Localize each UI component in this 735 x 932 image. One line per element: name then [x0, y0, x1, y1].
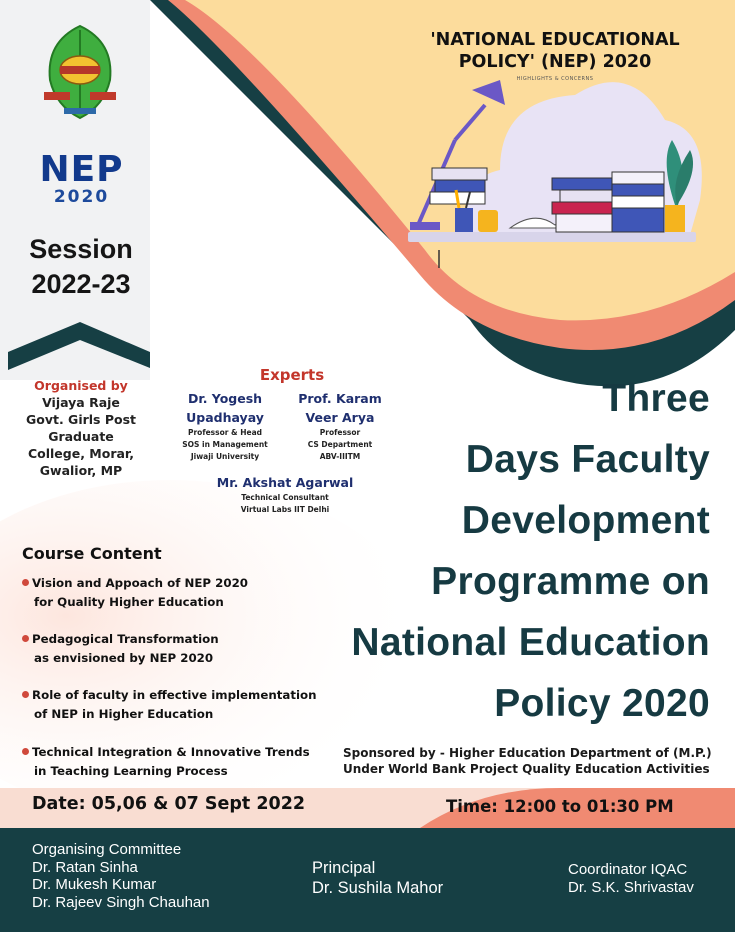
expert-2-name-line-2: Veer Arya: [305, 410, 375, 425]
session-block: [20, 232, 142, 302]
course-item-1: [22, 574, 342, 612]
nep-logo-year: 2020: [53, 187, 110, 207]
course-item-1-line-1: Vision and Appoach of NEP 2020: [32, 576, 248, 590]
nep-title-line-2: POLICY' (NEP) 2020: [458, 52, 652, 72]
programme-title-line-6: Policy 2020: [494, 682, 710, 725]
sponsor-block: [343, 745, 715, 777]
organiser-line-2: Govt. Girls Post: [25, 412, 137, 427]
course-item-3: [22, 686, 342, 724]
organiser-block: [12, 377, 150, 479]
chevron-shape: [8, 322, 150, 370]
coordinator-name: Dr. S.K. Shrivastav: [568, 878, 694, 896]
expert-3-name: Mr. Akshat Agarwal: [216, 475, 354, 490]
pencil-cup-icon: [455, 208, 473, 232]
expert-1-desc-3: Jiwaji University: [190, 452, 260, 461]
event-date: Date: 05,06 & 07 Sept 2022: [32, 794, 306, 814]
expert-3-desc-1: Technical Consultant: [241, 493, 329, 502]
course-item-4: [22, 743, 342, 781]
desk-shape: [408, 232, 696, 242]
expert-2-desc-1: Professor: [319, 428, 361, 437]
mug-icon: [478, 210, 498, 232]
expert-1-name-line-1: Dr. Yogesh: [187, 391, 263, 406]
committee-member-2: Dr. Mukesh Kumar: [32, 876, 157, 893]
programme-title-line-4: Programme on: [431, 560, 710, 603]
nep-logo-text: NEP: [39, 149, 124, 190]
event-time: Time: 12:00 to 01:30 PM: [446, 797, 674, 816]
expert-2-name-line-1: Prof. Karam: [298, 391, 382, 406]
principal-name: Dr. Sushila Mahor: [312, 879, 444, 897]
organising-committee: [32, 841, 210, 911]
session-label: Session: [29, 234, 133, 264]
committee-title: Organising Committee: [32, 841, 182, 858]
nep-banner-title: [400, 29, 710, 73]
expert-1-name-line-2: Upadhayay: [186, 410, 264, 425]
session-years: 2022-23: [31, 269, 131, 299]
bullet-icon: [22, 748, 29, 755]
programme-title-line-5: National Education: [351, 621, 710, 664]
course-item-4-line-2: in Teaching Learning Process: [34, 764, 228, 778]
organiser-line-3: Graduate: [48, 429, 114, 444]
nep-2020-logo: [34, 149, 129, 208]
course-item-4-line-1: Technical Integration & Innovative Trends: [32, 745, 310, 759]
committee-member-3: Dr. Rajeev Singh Chauhan: [32, 893, 210, 911]
bullet-icon: [22, 579, 29, 586]
sponsor-line-1: Sponsored by - Higher Education Department of (M.P.): [343, 746, 712, 760]
course-item-3-line-1: Role of faculty in effective implementation: [32, 688, 317, 702]
college-logo-icon: [34, 22, 126, 128]
plant-pot-icon: [665, 205, 685, 232]
expert-2-desc-2: CS Department: [307, 440, 373, 449]
coordinator-title: Coordinator IQAC: [568, 861, 688, 878]
expert-1-desc-2: SOS in Management: [182, 440, 268, 449]
principal-block: [312, 858, 443, 898]
programme-title: [330, 368, 710, 734]
organiser-line-1: Vijaya Raje: [42, 395, 120, 410]
course-item-2: [22, 630, 342, 668]
coordinator-block: [568, 861, 694, 896]
expert-card-1: [160, 389, 290, 463]
organised-by-label: Organised by: [34, 378, 128, 393]
programme-title-line-3: Development: [461, 499, 710, 542]
organiser-line-5: Gwalior, MP: [39, 463, 123, 478]
sponsor-line-2: Under World Bank Project Quality Education Activities: [343, 762, 710, 776]
programme-title-line-1: Three: [602, 377, 710, 420]
bullet-icon: [22, 635, 29, 642]
course-item-2-line-2: as envisioned by NEP 2020: [34, 651, 214, 665]
course-content-heading: Course Content: [22, 544, 162, 563]
expert-2-desc-3: ABV-IIITM: [319, 452, 361, 461]
experts-heading: Experts: [259, 366, 325, 384]
nep-banner-subtitle: HIGHLIGHTS & CONCERNS: [516, 76, 594, 82]
committee-member-1: Dr. Ratan Sinha: [32, 858, 138, 876]
bullet-icon: [22, 691, 29, 698]
course-item-1-line-2: for Quality Higher Education: [34, 595, 224, 609]
nep-title-line-1: 'NATIONAL EDUCATIONAL: [430, 30, 680, 50]
expert-3-desc-2: Virtual Labs IIT Delhi: [240, 505, 330, 514]
organiser-line-4: College, Morar,: [27, 446, 135, 461]
course-item-2-line-1: Pedagogical Transformation: [32, 632, 219, 646]
principal-title: Principal: [312, 859, 376, 877]
programme-title-line-2: Days Faculty: [465, 438, 710, 481]
expert-1-desc-1: Professor & Head: [187, 428, 263, 437]
course-item-3-line-2: of NEP in Higher Education: [34, 707, 214, 721]
